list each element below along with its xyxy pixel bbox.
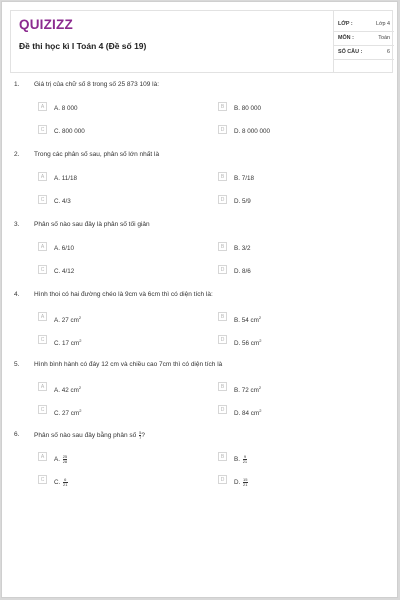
superscript: 2: [259, 408, 262, 413]
question-text: Hình thoi có hai đường chéo là 9cm và 6cm thì có diện tích là:: [34, 291, 213, 298]
meta-row-subject: [334, 31, 394, 46]
superscript: 2: [258, 315, 262, 320]
superscript: 2: [78, 385, 82, 390]
question-number: 4.: [14, 291, 20, 298]
option-text: C. 4/3: [54, 198, 71, 205]
option-letter-box[interactable]: D: [218, 475, 227, 484]
worksheet-title: Đề thi học kì I Toán 4 (Đề số 19): [19, 41, 147, 51]
worksheet-header: [10, 10, 393, 73]
option-letter-box[interactable]: C: [38, 335, 47, 344]
option-letter-box[interactable]: A: [38, 172, 47, 181]
question-number: 5.: [14, 361, 20, 368]
option-letter-box[interactable]: A: [38, 102, 47, 111]
option-letter-box[interactable]: D: [218, 405, 227, 414]
fraction-numerator: 5: [139, 430, 142, 435]
option-letter-box[interactable]: B: [218, 102, 227, 111]
option-fraction: [63, 478, 67, 487]
fraction-numerator: 6: [64, 477, 67, 482]
superscript: 2: [78, 315, 82, 320]
fraction-denominator: 21: [243, 482, 248, 487]
meta-row-class: [334, 17, 394, 32]
meta-value: Lớp 4: [375, 21, 390, 27]
option-text: A. 27 $cm^2$: [54, 315, 82, 325]
option-letter-box[interactable]: B: [218, 312, 227, 321]
meta-key: LỚP :: [338, 21, 353, 27]
option-text: C. $\frac{6}{21}$: [54, 477, 68, 487]
fraction-denominator: 7: [139, 435, 142, 440]
question-number: 2.: [14, 151, 20, 158]
option-text: B. $\frac{9}{21}$: [234, 454, 248, 464]
option-letter-box[interactable]: C: [38, 195, 47, 204]
option-letter-box[interactable]: B: [218, 452, 227, 461]
option-letter-box[interactable]: D: [218, 335, 227, 344]
fraction-denominator: 28: [62, 459, 68, 464]
option-text: A. 11/18: [54, 175, 77, 182]
question-text: Trong các phân số sau, phân số lớn nhất là: [34, 151, 160, 158]
meta-key: MÔN :: [338, 35, 354, 41]
question-number: 1.: [14, 81, 20, 88]
worksheet-page: [1, 1, 398, 598]
option-letter-box[interactable]: C: [38, 405, 47, 414]
meta-row-question-count: [334, 45, 394, 60]
option-text: B. 54 $cm^2$: [234, 315, 262, 325]
option-fraction: [243, 455, 247, 464]
option-text: D. 8 000 000: [234, 128, 271, 135]
option-text: B. 3/2: [234, 245, 251, 252]
option-text: D. $\frac{15}{21}$: [234, 477, 248, 487]
option-letter-box[interactable]: D: [218, 125, 227, 134]
fraction-numerator: 9: [243, 454, 247, 459]
superscript: 2: [79, 408, 82, 413]
option-letter-box[interactable]: A: [38, 452, 47, 461]
option-text: B. 80 000: [234, 105, 261, 112]
fraction-numerator: 25: [62, 454, 68, 459]
option-text: C. 800 000: [54, 128, 85, 135]
option-letter-box[interactable]: C: [38, 475, 47, 484]
option-fraction: [243, 478, 247, 487]
option-letter-box[interactable]: A: [38, 382, 47, 391]
option-letter-box[interactable]: A: [38, 312, 47, 321]
meta-value: Toán: [378, 35, 390, 41]
question-text: Phân số nào sau đây bằng phân số $\frac{5}{7}$ ?: [34, 430, 145, 440]
option-text: C. 27 $cm^2$: [54, 408, 82, 418]
superscript: 2: [259, 338, 262, 343]
meta-value: 6: [387, 49, 390, 55]
worksheet-meta-table: [333, 11, 394, 72]
option-text: D. 5/9: [234, 198, 251, 205]
question-fraction: [139, 431, 141, 440]
question-number: 3.: [14, 221, 20, 228]
option-text: A. 42 $cm^2$: [54, 385, 82, 395]
option-letter-box[interactable]: D: [218, 195, 227, 204]
option-letter-box[interactable]: C: [38, 125, 47, 134]
quizizz-logo: QUIZIZZ: [19, 17, 73, 32]
option-letter-box[interactable]: A: [38, 242, 47, 251]
option-letter-box[interactable]: C: [38, 265, 47, 274]
question-number: 6.: [14, 431, 20, 438]
option-text: A. 6/10: [54, 245, 74, 252]
option-text: D. 56 $cm^2$: [234, 338, 262, 348]
fraction-numerator: 15: [243, 477, 248, 482]
option-fraction: [63, 455, 67, 464]
question-text: Giá trị của chữ số 8 trong số 25 873 109 là:: [34, 81, 160, 88]
option-text: C. 4/12: [54, 268, 75, 275]
option-text: D. 84 $cm^2$: [234, 408, 262, 418]
option-text: B. 7/18: [234, 175, 254, 182]
option-text: A. 8 000: [54, 105, 78, 112]
option-letter-box[interactable]: B: [218, 242, 227, 251]
option-letter-box[interactable]: B: [218, 172, 227, 181]
option-text: A. $\frac{25}{28}$: [54, 454, 68, 464]
option-letter-box[interactable]: B: [218, 382, 227, 391]
question-text: Hình bình hành có đáy 12 cm và chiều cao 7cm thì có diện tích là: [34, 361, 223, 368]
fraction-denominator: 21: [63, 482, 68, 487]
option-text: B. 72 $cm^2$: [234, 385, 262, 395]
option-letter-box[interactable]: D: [218, 265, 227, 274]
question-text: Phân số nào sau đây là phân số tối giản: [34, 221, 150, 228]
superscript: 2: [258, 385, 262, 390]
meta-key: SỐ CÂU :: [338, 49, 363, 55]
option-text: D. 8/6: [234, 268, 251, 275]
option-text: C. 17 $cm^2$: [54, 338, 82, 348]
superscript: 2: [79, 338, 82, 343]
fraction-denominator: 21: [242, 459, 248, 464]
